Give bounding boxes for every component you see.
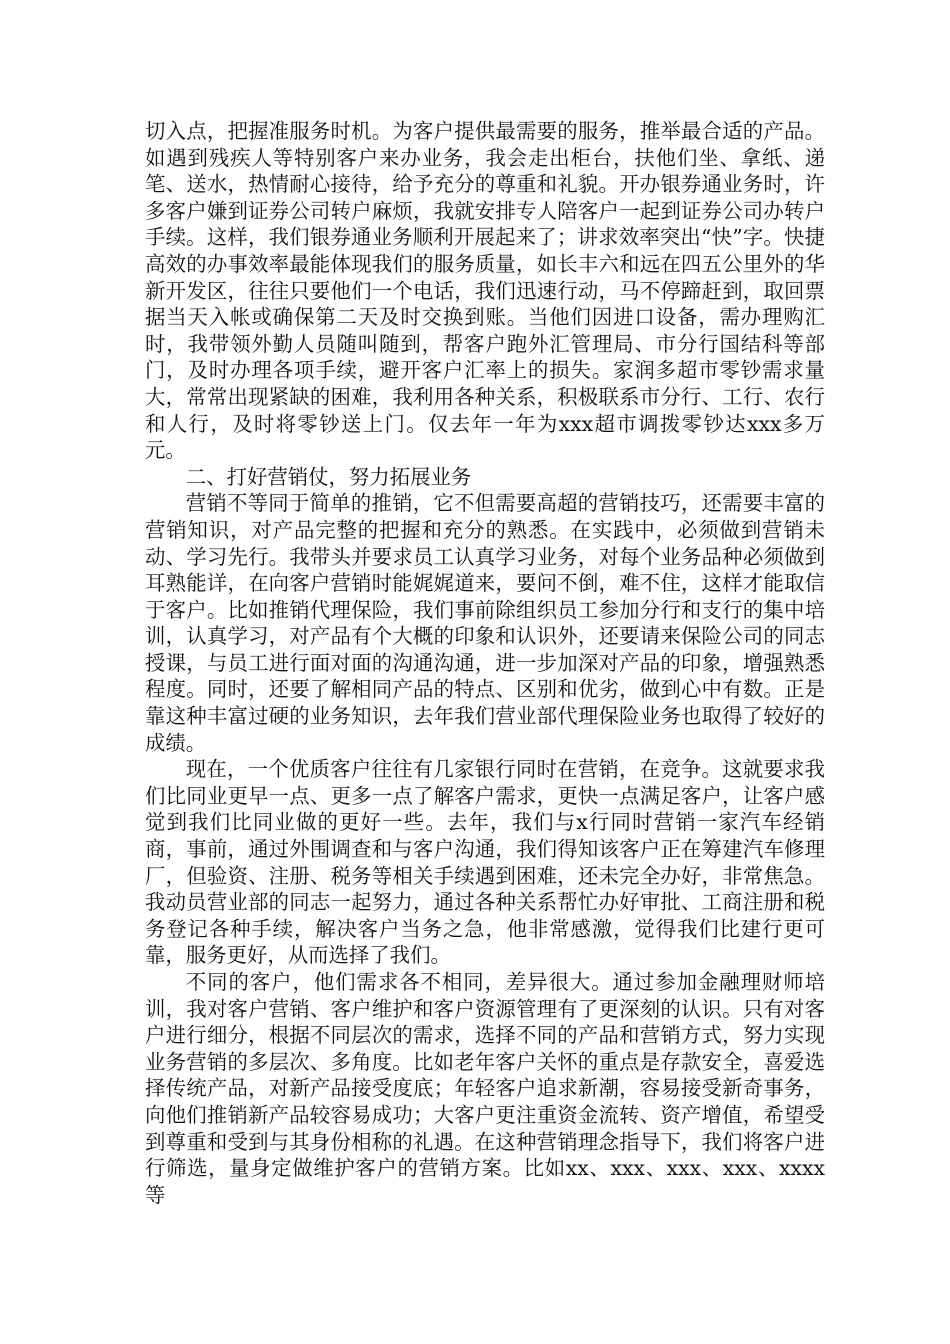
paragraph-marketing-knowledge: 营销不等同于简单的推销，它不但需要高超的营销技巧，还需要丰富的营销知识，对产品完整的把握和充分的熟悉。在实践中，必须做到营销未动、学习先行。我带头并要求员工认真学习业务，对每个业务品种必须做到耳熟能详，在向客户营销时能娓娓道来，要问不倒，难不住，这样才能取信于客户。比如推销代理保险，我们事前除组织员工参加分行和支行的集中培训，认真学习，对产品有个大概的印象和认识外，还要请来保险公司的同志授课，与员工进行面对面的沟通沟通，进一步加深对产品的印象，增强熟悉程度。同时，还要了解相同产品的特点、区别和优劣，做到心中有数。正是靠这种丰富过硬的业务知识，去年我们营业部代理保险业务也取得了较好的成绩。 (145, 491, 825, 755)
section-heading-marketing: 二、打好营销仗，努力拓展业务 (185, 464, 472, 489)
paragraph-customer-segmentation: 不同的客户，他们需求各不相同，差异很大。通过参加金融理财师培训，我对客户营销、客户维护和客户资源管理有了更深刻的认识。只有对客户进行细分，根据不同层次的需求，选择不同的产品和营销方式，努力实现业务营销的多层次、多角度。比如老年客户关怀的重点是存款安全，喜爱选择传统产品，对新产品接受度底；年轻客户追求新潮，容易接受新奇事务，向他们推销新产品较容易成功；大客户更注重资金流转、资产增值，希望受到尊重和受到与其身份相称的礼遇。在这种营销理念指导下，我们将客户进行筛选，量身定做维护客户的营销方案。比如xx、xxx、xxx、xxx、xxxx等 (145, 970, 825, 1207)
document-body (145, 118, 825, 1208)
paragraph-competition: 现在，一个优质客户往往有几家银行同时在营销，在竞争。这就要求我们比同业更早一点、更多一点了解客户需求，更快一点满足客户，让客户感觉到我们比同业做的更好一些。去年，我们与x行同时营销一家汽车经销商，事前，通过外围调查和与客户沟通，我们得知该客户正在筹建汽车修理厂，但验资、注册、税务等相关手续遇到困难，还未完全办好，非常焦急。我动员营业部的同志一起努力，通过各种关系帮忙办好审批、工商注册和税务登记各种手续，解决客户当务之急，他非常感激，觉得我们比建行更可靠，服务更好，从而选择了我们。 (145, 757, 825, 968)
paragraph-service-timing: 切入点，把握准服务时机。为客户提供最需要的服务，推举最合适的产品。如遇到残疾人等特别客户来办业务，我会走出柜台，扶他们坐、拿纸、递笔、送水，热情耐心接待，给予充分的尊重和礼貌。开办银券通业务时，许多客户嫌到证券公司转户麻烦，我就安排专人陪客户一起到证券公司办转户手续。这样，我们银券通业务顺利开展起来了；讲求效率突出“快”字。快捷高效的办事效率最能体现我们的服务质量，如长丰六和远在四五公里外的华新开发区，往往只要他们一个电话，我们迅速行动，马不停蹄赶到，取回票据当天入帐或确保第二天及时交换到账。当他们因进口设备，需办理购汇时，我带领外勤人员随叫随到，帮客户跑外汇管理局、市分行国结科等部门，及时办理各项手续，避开客户汇率上的损失。家润多超市零钞需求量大，常常出现紧缺的困难，我利用各种关系，积极联系市分行、工行、农行和人行，及时将零钞送上门。仅去年一年为xxx超市调拨零钞达xxx多万元。 (145, 119, 825, 463)
